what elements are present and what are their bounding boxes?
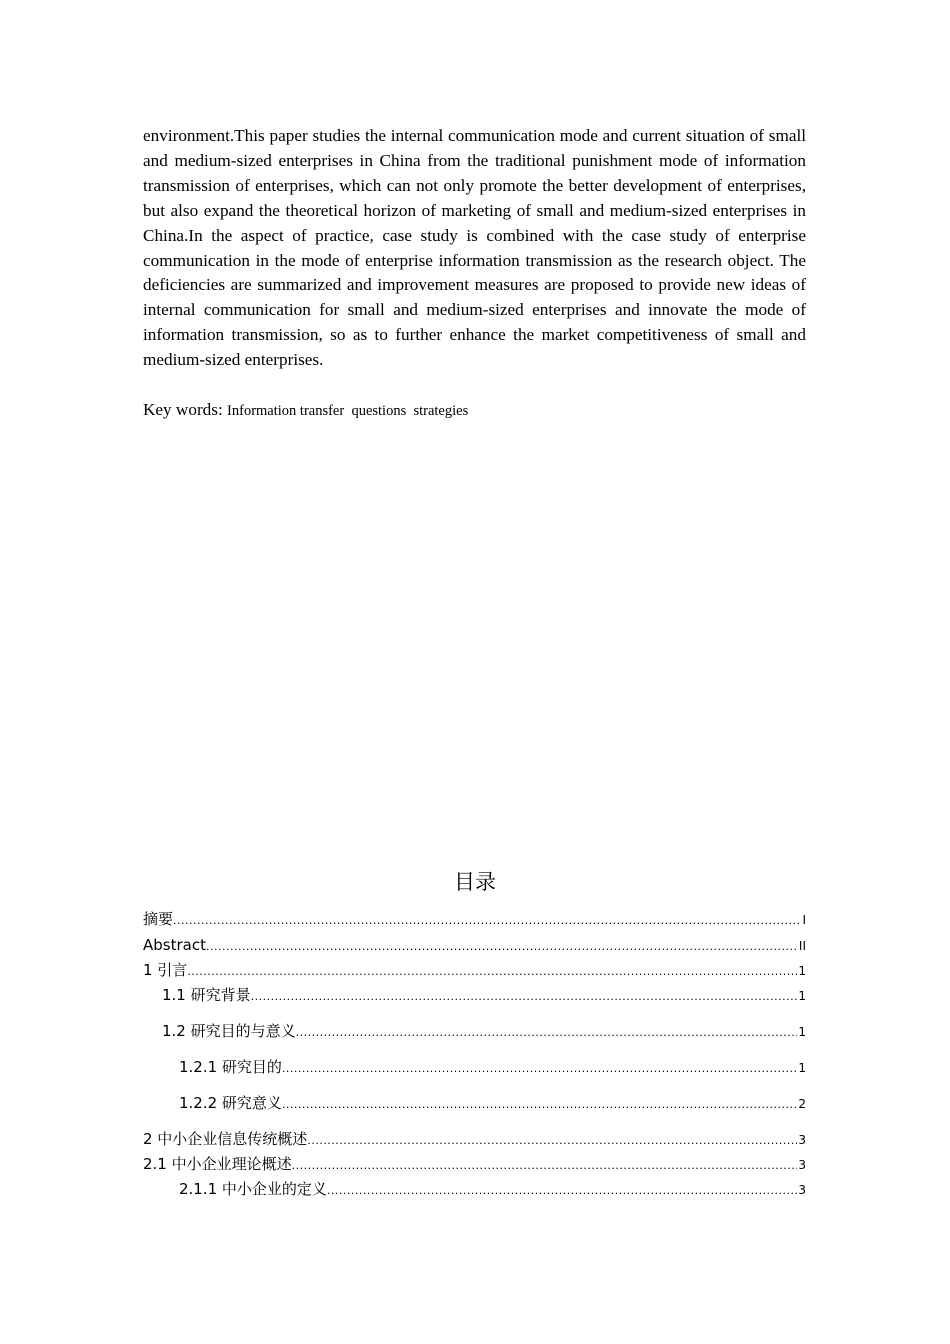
toc-leader	[251, 986, 798, 1008]
abstract-body: environment.This paper studies the internal communication mode and current situation of small and medium-sized enterprises in China from the traditional punishment mode of information transmission of enterprises, which can not only promote the better development of enterprises, but also expand the theoretical horizon of marketing of small and medium-sized enterprises in China.In the aspect of practice, case study is combined with the case study of enterprise communication in the mode of enterprise information transmission as the research object. The deficiencies are summarized and improvement measures are proposed to provide new ideas of internal communication for small and medium-sized enterprises and innovate the mode of information transmission, so as to further enhance the market competitiveness of small and medium-sized enterprises.	[143, 126, 806, 370]
toc-entry[interactable]	[162, 984, 806, 1006]
toc-entry[interactable]	[143, 1153, 806, 1175]
toc-entry[interactable]	[143, 1128, 806, 1150]
toc-leader	[327, 1180, 797, 1202]
toc-leader	[173, 910, 801, 932]
toc-entry-page: 1	[798, 989, 806, 1003]
toc-entry-label: 1 引言	[143, 961, 188, 979]
toc-entry-page: 1	[798, 1061, 806, 1075]
toc-entry-label: 1.2.2 研究意义	[179, 1094, 282, 1112]
toc-entry-label: 1.1 研究背景	[162, 986, 251, 1004]
toc-entry[interactable]	[162, 1020, 806, 1042]
toc-entry-label: Abstract	[143, 936, 206, 954]
toc-entry-page: 1	[798, 964, 806, 978]
toc-entry[interactable]	[179, 1092, 806, 1114]
toc-leader	[307, 1130, 797, 1152]
toc-title: 目录	[454, 870, 496, 894]
toc-leader	[206, 936, 798, 958]
toc-entry-label: 2.1 中小企业理论概述	[143, 1155, 292, 1173]
toc-entry-page: II	[798, 939, 806, 953]
toc-entry-label: 1.2.1 研究目的	[179, 1058, 282, 1076]
toc-entry-label: 摘要	[143, 910, 174, 928]
toc-entry-page: 1	[798, 1025, 806, 1039]
toc-leader	[282, 1058, 797, 1080]
toc-entry[interactable]	[143, 908, 806, 930]
toc-entry[interactable]	[143, 959, 806, 981]
toc-entry-label: 1.2 研究目的与意义	[162, 1022, 296, 1040]
toc-entry-label: 2.1.1 中小企业的定义	[179, 1180, 327, 1198]
toc-entry-page: 3	[798, 1183, 806, 1197]
toc-leader	[296, 1022, 798, 1044]
toc-entry[interactable]	[143, 934, 806, 956]
toc-entry[interactable]	[179, 1178, 806, 1200]
toc-leader	[292, 1155, 798, 1177]
toc-entry-label: 2 中小企业信息传统概述	[143, 1130, 308, 1148]
keywords-line	[143, 398, 806, 423]
toc-entry[interactable]	[179, 1056, 806, 1078]
toc-leader	[187, 961, 797, 983]
toc-leader	[282, 1094, 797, 1116]
toc-entry-page: I	[802, 913, 806, 927]
keywords-list: Information transfer questions strategies	[227, 403, 469, 419]
toc-entry-page: 3	[798, 1133, 806, 1147]
toc-entry-page: 2	[798, 1097, 806, 1111]
keywords-label: Key words:	[143, 400, 228, 419]
toc-entry-page: 3	[798, 1158, 806, 1172]
